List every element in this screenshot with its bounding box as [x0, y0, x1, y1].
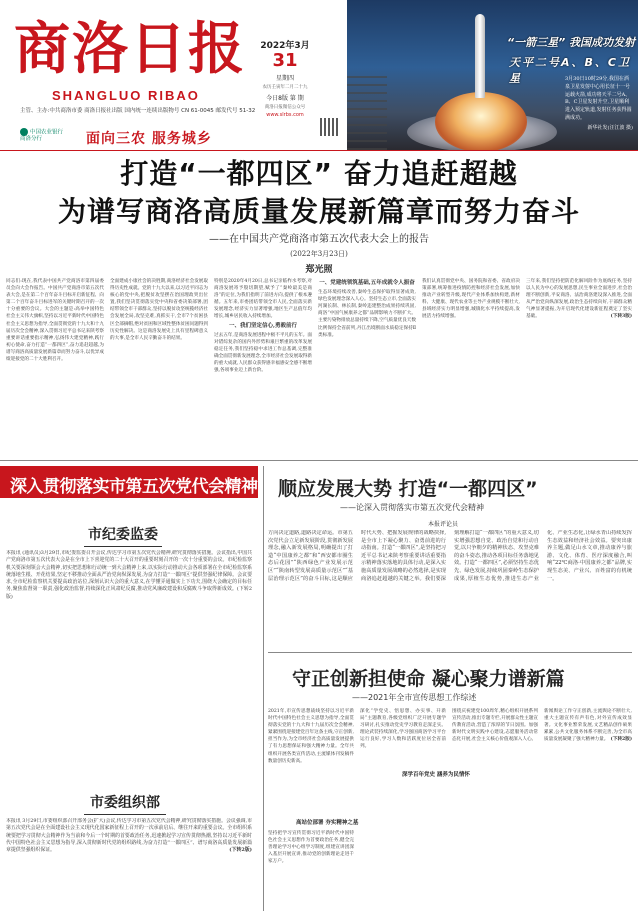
editorial-subtitle-text: ——论深入贯彻落实市第五次党代会精神	[340, 503, 484, 512]
review-subtitle-text: ——2021年全市宣传思想工作综述	[352, 693, 477, 702]
bank-name: 中国农业银行	[30, 129, 64, 136]
lead-continued-link[interactable]: (下转3版)	[610, 314, 632, 320]
rocket-graphic	[475, 14, 485, 98]
lead-column-6	[526, 278, 632, 454]
review-subtitle	[352, 692, 476, 703]
bank-branch: 商洛分行	[20, 136, 43, 143]
photo-caption-line2: 天平二号A、B、C卫星	[509, 56, 631, 85]
review-column-1b	[268, 830, 354, 906]
issue-lunar-date: 农历壬寅年二月二十九	[262, 84, 308, 90]
masthead-divider	[0, 150, 638, 151]
feature-head-discipline[interactable]: 市纪委监委	[88, 524, 158, 544]
issue-pages: 今日8版 第 期	[266, 94, 304, 102]
feature-continued-link[interactable]: (下转2版)	[229, 847, 252, 854]
date-box	[236, 38, 324, 142]
lead-subtitle-text: ——在中国共产党商洛市第五次代表大会上的报告	[209, 234, 429, 245]
editorial-bottom-divider	[268, 652, 632, 653]
feature-banner	[0, 466, 258, 498]
lead-column-3b-text: 过去五年,是商洛发展进程中极不平凡的五年。面对错综复杂的国内外形势和艰巨繁重的改革发展稳定任务,我们坚持稳中求进工作总基调,完整准确全面贯彻新发展理念,全市经济社会发展取得新的重大成就,人民群众获得感幸福感安全感不断增强,各项事业迈上新台阶。	[214, 332, 312, 374]
issue-year-month: 2022年3月	[260, 41, 310, 51]
editorial-subtitle	[340, 502, 484, 513]
vertical-divider	[263, 466, 264, 911]
lead-column-3	[214, 278, 312, 454]
issue-day: 31	[272, 50, 298, 71]
photo-source: 新华社发(汪江波 摄)	[587, 124, 633, 131]
photo-caption-line1: “一箭三星” 我国成功发射	[507, 36, 635, 49]
bank-slogan: 面向三农 服务城乡	[86, 131, 212, 147]
review-column-3	[452, 708, 538, 906]
review-headline[interactable]: 守正创新担使命 凝心聚力谱新篇	[292, 668, 565, 690]
review-column-2-text: 深化“学党史、悟思想、办实事、开新局”主题教育,各级党组织广泛开展专题学习研讨,扎实推动党史学习教育走深走实。理论武装持续深化,学习强国商洛学习平台运行良好,学习人数和活跃度位居全省前列。	[360, 709, 446, 750]
lead-column-5-text: 我们认真贯彻党中央、国务院和省委、省政府决策部署,统筹推进疫情防控和经济社会发展,加快推动产业转型升级,现代产业体系加快构建,新材料、大健康、现代农业等主导产业规模不断壮大,县域经济实力明显增强,城镇化水平持续提高,发展活力持续增强。	[422, 279, 520, 320]
bank-logo-icon	[20, 128, 28, 136]
lead-author: 郑光照	[305, 265, 333, 275]
lead-headline-line2[interactable]: 为谱写商洛高质量发展新篇章而努力奋斗	[57, 195, 580, 228]
editorial-headline[interactable]: 顺应发展大势 打造“一都四区”	[278, 478, 538, 500]
lead-column-3-text: 特别是2020年4月20日,总书记亲临柞水考察,对商洛发展寄予殷切期望,赋予了“秦岭最美是商洛”的定位,为我们指明了前进方向,提供了根本遵循。五年来,市委团结带领全市人民,全面落实新发展理念,经济实力显著增强,地区生产总值年均增长,城乡居民收入持续增加。	[214, 279, 312, 320]
lead-column-6-text: 三年来,我们坚持把防范化解风险作为底线任务,坚持以人民为中心的发展思想,民生事业全面进步,社会治理不断创新,平安商洛、法治商洛建设深入推进,全面从严治党向纵深发展,政治生态持续向好,干部群众精气神显著提振,为开启现代化建设新征程奠定了坚实基础。	[526, 279, 632, 320]
review-column-4	[544, 708, 632, 906]
lead-bottom-divider	[0, 460, 638, 461]
editorial-byline: 本报评论员	[428, 521, 459, 528]
editorial-body-text: 方向决定道路,道路决定命运。市第五次党代会立足新发展阶段,贯彻新发展理念,融入新发展格局,明确提出了打造“中国康养之都”和“西安都市圈生态后花园”“陕西绿色产业发展示范区”“陕南转型发展高质量示范区”“基层治理示范区”的奋斗目标,这是顺应时代大势、把握发展规律的战略抉择,是全市上下凝心聚力、奋勇前进的行动指南。打造“一都四区”,是坚持把习近平总书记来陕考察重要讲话重要指示精神落实落地的具体行动,是深入实施高质量发展战略的必然选择,是实现商洛追赶超越的关键之举。我们要深刻理解打造“一都四区”的重大意义,切实增强思想自觉、政治自觉和行动自觉,以只争朝夕的精神状态、攻坚克难的奋斗姿态,推动各项目标任务落地见效。打造“一都四区”,必须坚持生态优先、绿色发展,持续巩固秦岭生态保护成果,厚植生态优势,推进生态产业化、产业生态化,让绿水青山持续发挥生态效益和经济社会效益。要突出康养主题,做足山水文章,推动康养与旅游、文化、体育、医疗深度融合,叫响“22℃商洛·中国康养之都”品牌,实现生态美、产业兴、百姓富的有机统一。	[268, 530, 632, 582]
newspaper-pinyin: SHANGLUO RIBAO	[52, 88, 200, 103]
review-column-1-text: 2021年,市宣传思想战线坚持以习近平新时代中国特色社会主义思想为指导,全面贯彻落实党的十九大和十九届历次全会精神,紧紧围绕迎接建党百年这条主线,守正创新,担当作为,为全市经济社会高质量发展提供了有力思想保证和强大精神力量。全年共组织开展各类宣传活动,主流媒体刊发稿件数量创历史新高。	[268, 709, 354, 764]
review-continued-link[interactable]: (下转2版)	[610, 737, 632, 743]
lead-column-1-text: 同志们:现在,我代表中国共产党商洛市第四届委员会向大会作报告。中国共产党商洛市第五次代表大会,是在第二个百年奋斗目标开启新征程、向第二个百年奋斗目标进军的关键时期召开的一次十分重要的会议。大会的主题是:高举中国特色社会主义伟大旗帜,坚持以习近平新时代中国特色社会主义思想为指导,全面贯彻党的十九大和十九届历次全会精神,深入贯彻习近平总书记来陕考察重要讲话重要指示精神,弘扬伟大建党精神,践行初心使命,奋力打造“一都四区”,奋力追赶超越,为谱写商洛高质量发展新篇章而努力奋斗,以优异成绩迎接党的二十大胜利召开。	[6, 279, 104, 363]
rocket-launch-photo	[347, 0, 638, 150]
feature-body-discipline-text: 本报讯 (通讯员)3月29日,市纪委监委召开会议,传达学习市第五次党代会精神,研究贯彻落实措施。会议指出,中国共产党商洛市第五次代表大会是在全市上下喜迎党的二十大召开的重要时刻召开的一次十分重要的会议。市纪检监察机关要深刻领会大会精神,切实把思想和行动统一到大会精神上来,以实际行动推动大会各项部署在全市纪检监察系统落地生根、开花结果,坚定不移推动全面从严治党向纵深发展,为奋力打造“一都四区”提供坚强纪律保障。会议要求,全市纪检监察机关要提高政治站位,深刻认识大会的重大意义,在学懂弄通做实上下功夫,围绕大会确定的目标任务,聚焦监督第一职责,强化政治监督,持续深化正风肃纪反腐,推动党风廉政建设和反腐败斗争取得新成效。(下转2版)	[6, 550, 252, 600]
qr-code-icon[interactable]	[320, 118, 338, 136]
lead-column-1	[6, 278, 104, 454]
lead-column-2-text: 全面建成小康社会的决胜期,商洛经济社会发展取得历史性成就。党的十九大以来,以习近平同志为核心的党中央,把脱贫攻坚摆在治国理政突出位置,我们坚决贯彻落实党中央和省委决策部署,团结带领全市干部群众,坚持以脱贫攻坚统揽经济社会发展全局,攻坚克难,真抓实干,全市7个贫困县区全部摘帽,绝对贫困和区域性整体贫困问题得到历史性解决。这是商洛发展史上具有里程碑意义的大事,是全市人民辛勤奋斗的结果。	[110, 279, 208, 341]
lead-column-4-text: 生态环境持续改善,秦岭生态保护取得显著成效,绿色发展理念深入人心。坚持生态立市,全面落实河湖长制、林长制,秦岭违建整治成果持续巩固,商洛“中国气候康养之都”品牌影响力不断扩大。主要污染物排放总量持续下降,空气质量优良天数比例保持全省前列,丹江出境断面水质稳定保持Ⅱ类标准。	[318, 290, 416, 338]
lead-section-heading-1: 一、我们坚定信心,勇毅前行	[229, 322, 297, 329]
publication-info: 主管、主办:中共商洛市委 商洛日报社出版 国内统一连续出版物号 CN 61-0045 邮发代号 51-32	[20, 108, 256, 114]
wechat-label: 商洛日报微信公众号	[264, 104, 306, 110]
feature-body-organization-text: 本报讯 3月29日,市委组织部召开部务会(扩大)会议,传达学习市第五次党代会精神,研究贯彻落实措施。会议强调,市第五次党代会是在全面建设社会主义现代化国家新征程上召开的一次承前启后、继往开来的重要会议。全市组织系统要把学习贯彻大会精神作为当前和今后一个时期的首要政治任务,迅速掀起学习宣传贯彻热潮,坚持以习近平新时代中国特色社会主义思想为指导,深入贯彻新时代党的组织路线,为奋力打造“一都四区”、谱写商洛高质量发展新篇章提供坚强组织保证。	[6, 818, 252, 854]
review-column-3-text: 围绕庆祝建党100周年,精心组织开展系列宣传活动,推出专题专栏,开展群众性主题宣传教育活动,营造了浓厚的节日氛围。加强新时代文明实践中心建设,志愿服务活动常态化开展,社会主义核心价值观深入人心。	[452, 709, 538, 743]
lead-section-heading-2: 一、党建统领筑基础,五年成就令人振奋	[319, 280, 415, 286]
editorial-body	[268, 530, 632, 650]
issue-weekday: 星期四	[275, 74, 294, 82]
photo-description-text: 3月30日10时29分,我国在酒泉卫星发射中心用长征十一号运载火箭,成功将天平二号A、B、C卫星发射升空,卫星顺利进入预定轨道,发射任务获得圆满成功。	[565, 76, 632, 121]
launch-tower-graphic	[347, 70, 387, 150]
feature-banner-text: 深入贯彻落实市第五次党代会精神	[10, 477, 258, 497]
review-mini-head-1: 高站位部署 夯实精神之基	[296, 820, 359, 826]
website[interactable]: www.slrbs.com	[266, 111, 304, 118]
newspaper-logo: 商洛日报	[14, 17, 246, 82]
review-column-1b-text: 坚持把学习宣传贯彻习近平新时代中国特色社会主义思想作为首要政治任务,健全完善理论学习中心组学习制度,组建宣讲团深入基层开展宣讲,推动党的创新理论走进千家万户。	[268, 831, 354, 865]
lead-column-2	[110, 278, 208, 454]
review-column-2	[360, 708, 446, 906]
review-mini-head-2: 深学百年党史 涵养为民情怀	[402, 772, 470, 778]
masthead	[0, 0, 638, 150]
lead-column-4	[318, 278, 416, 454]
lead-subtitle	[0, 230, 638, 245]
photo-description	[565, 76, 633, 132]
lead-date: (2022年3月23日)	[290, 250, 348, 258]
review-column-4-text: 新闻舆论工作守正创新,主流舆论不断壮大,重大主题宣传有声有色,对外宣传成效显著。文化事业繁荣发展,文艺精品创作硕果累累,公共文化服务体系不断完善,为全市高质量发展凝聚了强大精神力量。	[544, 709, 632, 743]
feature-body-organization	[6, 818, 252, 906]
lead-column-5	[422, 278, 520, 454]
exhaust-plume-graphic	[435, 92, 527, 150]
feature-head-organization[interactable]: 市委组织部	[88, 792, 162, 812]
bank-logo	[20, 128, 68, 144]
lead-headline-line1[interactable]: 打造“一都四区” 奋力追赶超越	[120, 157, 518, 190]
